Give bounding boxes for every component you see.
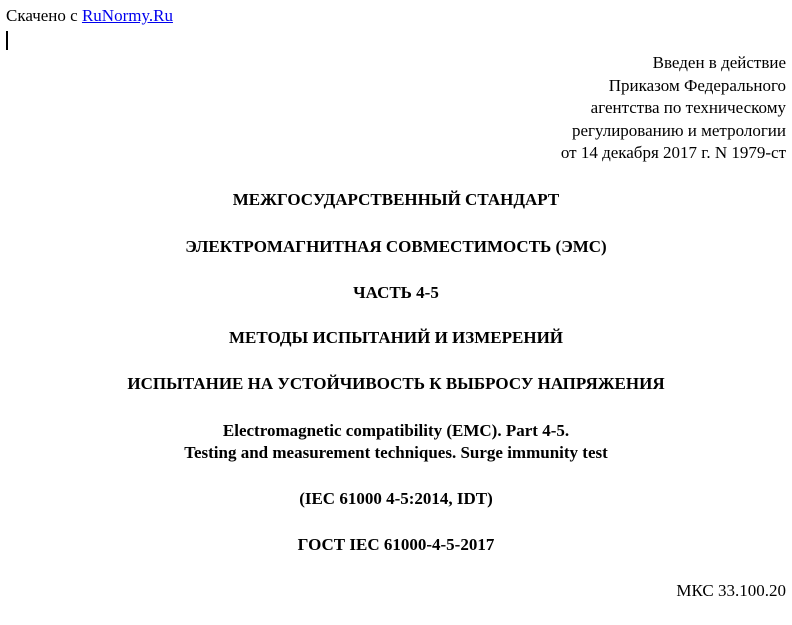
approval-block — [561, 52, 786, 165]
test-title-heading: ИСПЫТАНИЕ НА УСТОЙЧИВОСТЬ К ВЫБРОСУ НАПРЯЖЕНИЯ — [127, 374, 665, 393]
approval-line: Приказом Федерального — [608, 75, 786, 95]
text-cursor — [6, 31, 8, 50]
part-heading: ЧАСТЬ 4-5 — [353, 283, 439, 302]
approval-line: агентства по техническому — [590, 98, 786, 117]
approval-line: от 14 декабря 2017 г. N 1979-ст — [560, 143, 786, 162]
subject-heading: ЭЛЕКТРОМАГНИТНАЯ СОВМЕСТИМОСТЬ (ЭМС) — [185, 237, 607, 256]
download-source-line — [6, 6, 173, 26]
download-source-prefix: Скачено с — [6, 6, 82, 25]
methods-heading: МЕТОДЫ ИСПЫТАНИЙ И ИЗМЕРЕНИЙ — [228, 328, 564, 347]
approval-line: регулированию и метрологии — [571, 120, 786, 140]
standard-type-heading: МЕЖГОСУДАРСТВЕННЫЙ СТАНДАРТ — [232, 190, 560, 209]
english-title-line-2: Testing and measurement techniques. Surge immunity test — [184, 443, 608, 462]
approval-line: Введен в действие — [652, 53, 786, 72]
gost-number: ГОСТ IEC 61000-4-5-2017 — [297, 535, 495, 554]
mks-code: МКС 33.100.20 — [676, 581, 786, 600]
english-title-line-1: Electromagnetic compatibility (EMC). Part 4-5. — [222, 421, 570, 440]
iec-reference: (IEC 61000 4-5:2014, IDT) — [299, 489, 493, 508]
runormy-link[interactable]: RuNormy.Ru — [81, 6, 173, 25]
